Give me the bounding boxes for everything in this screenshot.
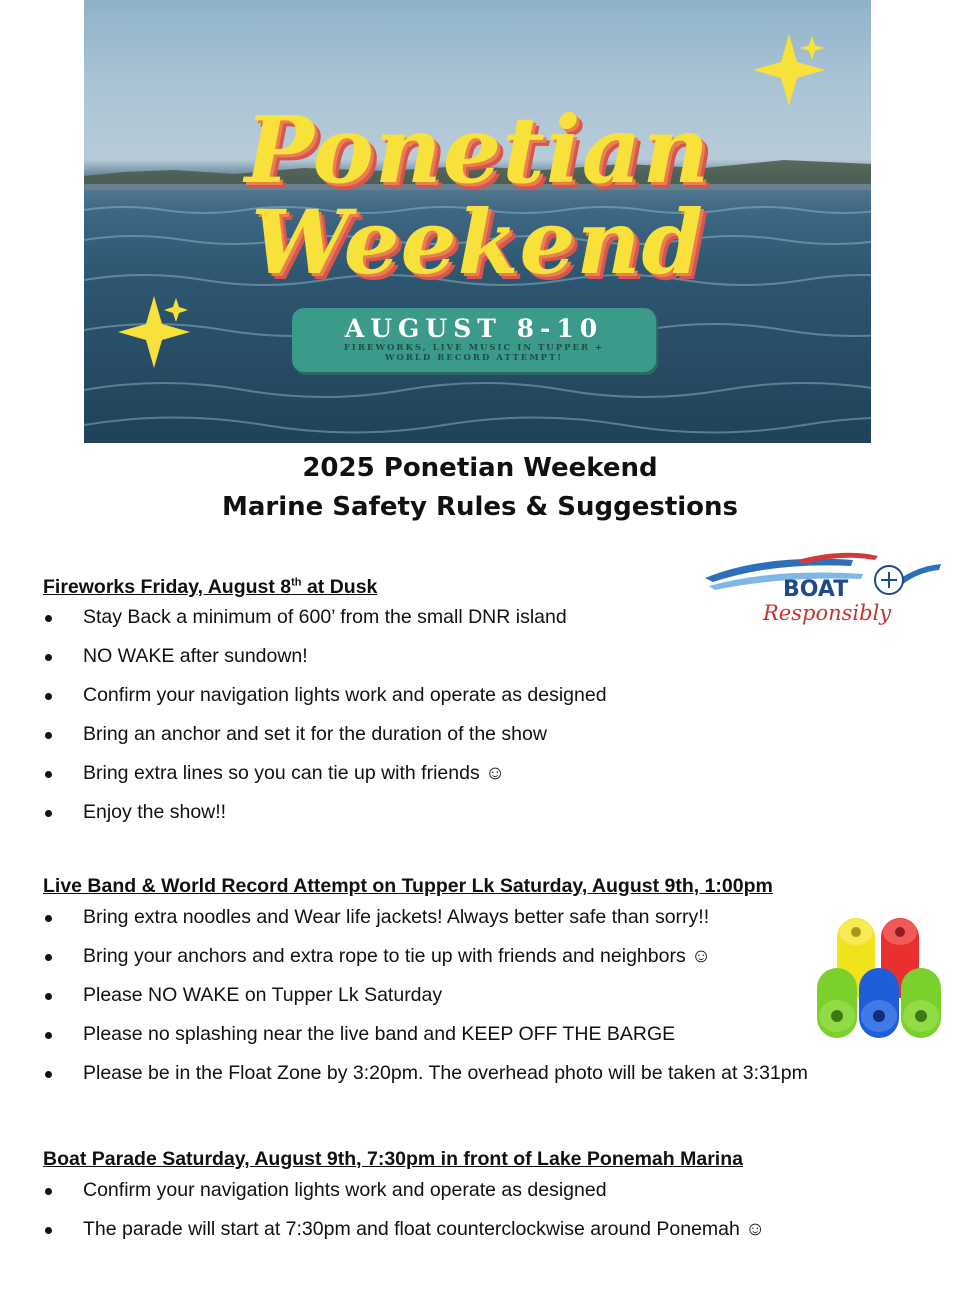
banner-title-line2: Weekend bbox=[250, 190, 705, 294]
bullet-icon bbox=[45, 1188, 52, 1195]
boat-responsibly-logo bbox=[703, 546, 943, 631]
list-item: Confirm your navigation lights work and operate as designed bbox=[43, 1178, 765, 1217]
date-badge bbox=[292, 308, 656, 372]
logo-word-boat: BOAT bbox=[783, 577, 849, 602]
date-text: AUGUST 8-10 bbox=[344, 314, 604, 343]
list-item: Confirm your navigation lights work and operate as designed bbox=[43, 683, 607, 722]
list-item: Stay Back a minimum of 600’ from the small DNR island bbox=[43, 605, 607, 644]
document-subtitle: Marine Safety Rules & Suggestions bbox=[221, 492, 739, 522]
bullet-icon bbox=[45, 810, 52, 817]
bullet-icon bbox=[45, 1227, 52, 1234]
list-item: Please NO WAKE on Tupper Lk Saturday bbox=[43, 983, 808, 1022]
bullet-icon bbox=[45, 771, 52, 778]
section-heading-live-band: Live Band & World Record Attempt on Tupper Lk Saturday, August 9th, 1:00pm bbox=[43, 875, 773, 897]
bullet-icon bbox=[45, 915, 52, 922]
section-heading-boat-parade: Boat Parade Saturday, August 9th, 7:30pm in front of Lake Ponemah Marina bbox=[43, 1148, 743, 1170]
list-item: Please no splashing near the live band and KEEP OFF THE BARGE bbox=[43, 1022, 808, 1061]
live-band-list bbox=[43, 905, 808, 1100]
list-item: Enjoy the show!! bbox=[43, 800, 607, 839]
bullet-icon bbox=[45, 1071, 52, 1078]
bullet-icon bbox=[45, 993, 52, 1000]
list-item: Bring extra lines so you can tie up with friends ☺ bbox=[43, 761, 607, 800]
bullet-icon bbox=[45, 693, 52, 700]
bullet-icon bbox=[45, 1032, 52, 1039]
boat-parade-list bbox=[43, 1178, 765, 1256]
bullet-icon bbox=[45, 954, 52, 961]
bullet-icon bbox=[45, 732, 52, 739]
list-item: The parade will start at 7:30pm and float counterclockwise around Ponemah ☺ bbox=[43, 1217, 765, 1256]
list-item: Bring extra noodles and Wear life jackets! Always better safe than sorry!! bbox=[43, 905, 808, 944]
fireworks-list bbox=[43, 605, 607, 839]
banner-image bbox=[84, 0, 871, 443]
banner-subtitle-line2: WORLD RECORD ATTEMPT! bbox=[384, 353, 564, 363]
pool-noodles-image bbox=[815, 912, 945, 1040]
logo-word-responsibly: Responsibly bbox=[763, 601, 892, 625]
list-item: NO WAKE after sundown! bbox=[43, 644, 607, 683]
list-item: Bring your anchors and extra rope to tie up with friends and neighbors ☺ bbox=[43, 944, 808, 983]
bullet-icon bbox=[45, 615, 52, 622]
bullet-icon bbox=[45, 654, 52, 661]
banner-title-line1: Ponetian bbox=[244, 96, 711, 204]
document-title: 2025 Ponetian Weekend bbox=[302, 453, 658, 483]
list-item: Please be in the Float Zone by 3:20pm. The overhead photo will be taken at 3:31pm bbox=[43, 1061, 808, 1100]
banner-subtitle-line1: FIREWORKS, LIVE MUSIC IN TUPPER + bbox=[343, 343, 605, 353]
section-heading-fireworks: Fireworks Friday, August 8th at Dusk bbox=[43, 576, 378, 598]
list-item: Bring an anchor and set it for the duration of the show bbox=[43, 722, 607, 761]
